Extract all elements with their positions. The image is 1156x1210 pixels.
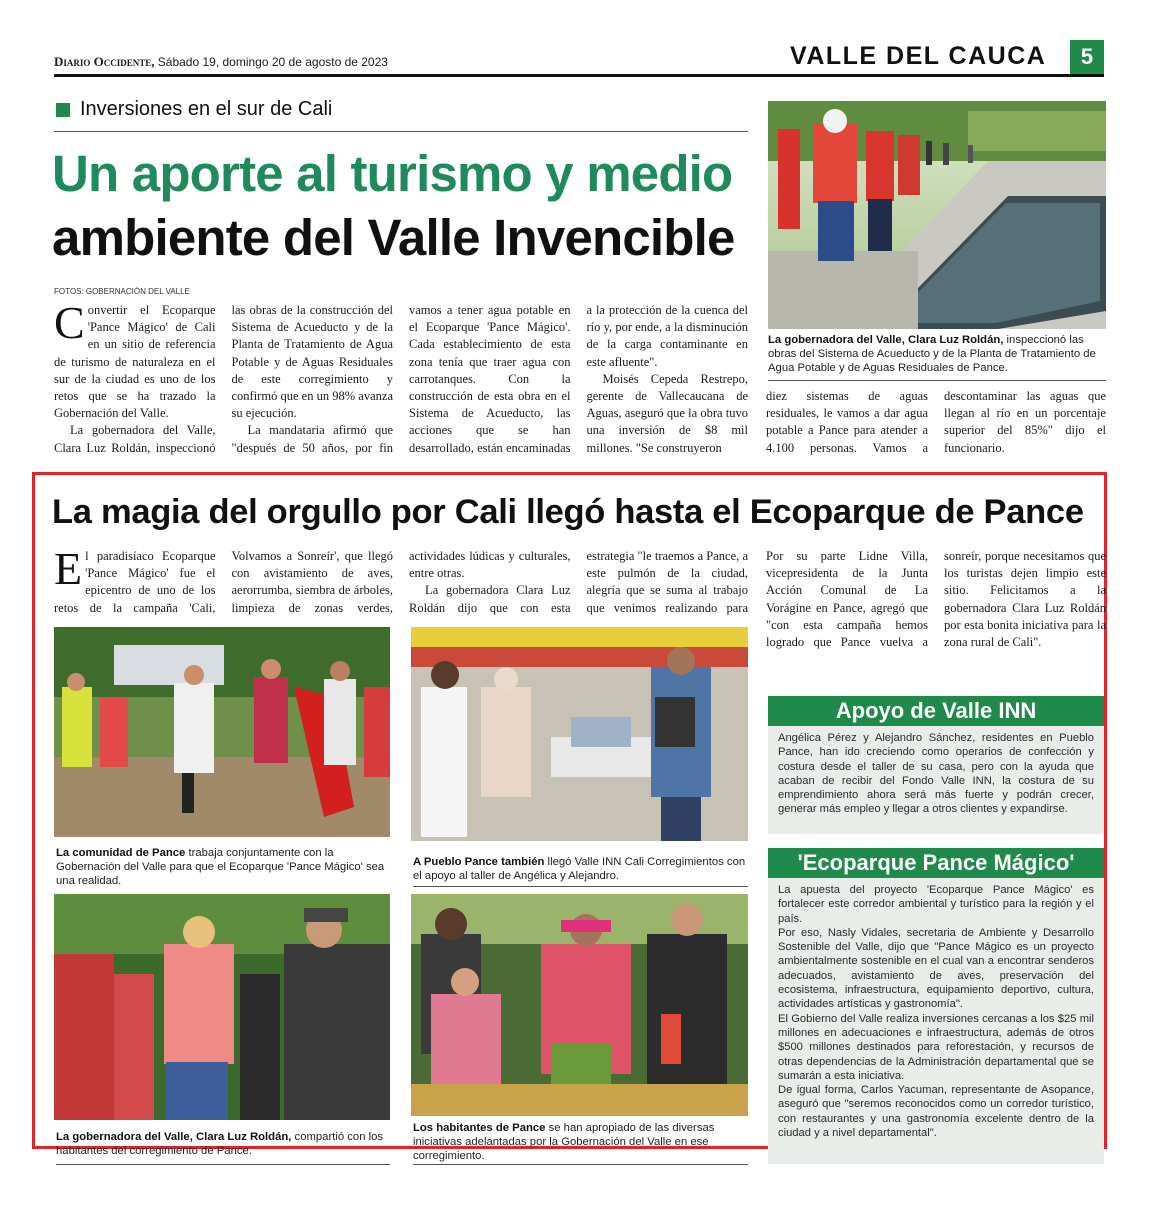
caption-text: trabaja conjuntamente con la Gobernación del Valle para que el Ecoparque 'Pance Mágico' sea una realidad.	[56, 847, 385, 887]
kicker	[54, 98, 748, 132]
photo-residents-plants	[411, 894, 748, 1116]
paragraph-text: onvertir el Ecoparque 'Pance Mágico' de Cali en un sitio de referencia de turismo de naturaleza en el sur de la ciudad es uno de los retos que se ha trazado la Gobernación del Valle.	[54, 303, 216, 421]
caption-bold: La gobernadora del Valle, Clara Luz Roldán,	[56, 1131, 292, 1143]
story1-paragraph	[54, 302, 216, 422]
caption-text: inspeccionó las obras del Sistema de Acueducto y de la Planta de Tratamiento de Agua Potable y de Aguas Residuales de Pance.	[768, 334, 1096, 374]
story1-paragraph: La gobernadora del Valle, Clara Luz Roldán, inspeccionó las obras de la construcción del Sistema de Acueducto y de la Planta de Tratamiento de Agua Potable y de Aguas Residuales de este corregimiento y confirmó que en un 98% avanza su ejecución.	[54, 303, 393, 455]
story1-paragraph: Moisés Cepeda Restrepo, gerente de Vallecaucana de Aguas, aseguró que la obra tuvo una inversión de $8 mil millones. "Se construyeron	[586, 371, 748, 455]
sidebar-ecoparque-body	[768, 878, 1104, 1164]
sidebar-ecoparque-title: 'Ecoparque Pance Mágico'	[768, 848, 1104, 878]
headline-line-2: ambiente del Valle Invencible	[52, 209, 735, 266]
caption-text: se han apropiado de las diversas iniciativas adelantadas por la Gobernación del Valle en ese corregimiento.	[413, 1122, 715, 1162]
caption-bold: Los habitantes de Pance	[413, 1122, 546, 1134]
photo-community-dancing	[54, 627, 390, 837]
story2-body-continued	[766, 548, 1106, 690]
sidebar-valle-inn-title: Apoyo de Valle INN	[768, 696, 1104, 726]
main-headline	[52, 142, 752, 270]
dropcap: C	[54, 302, 85, 348]
dropcap: E	[54, 548, 83, 594]
kicker-text: Inversiones en el sur de Cali	[80, 98, 333, 120]
sidebar-text: Angélica Pérez y Alejandro Sánchez, residentes en Pueblo Pance, han ido creciendo como operarios de confección y costura desde el taller de su casa, pero con la ayuda que acaban de recibir del Fondo Valle INN, la costura de su emprendimiento ahora será más fuerte y podrán crecer, generar más empleo y llegar a otros clientes y expandirse.	[778, 732, 1094, 816]
story2-headline: La magia del orgullo por Cali llegó hasta el Ecoparque de Pance	[52, 493, 1084, 531]
sidebar-text: Por eso, Nasly Vidales, secretaria de Ambiente y Desarrollo Sostenible del Valle, dijo que "Pance Mágico es un proyecto ambientalmente sostenible en el cual van a encontrar senderos adecuados, avistamiento de aves, preservación del ecosistema, infraestructura, equipamiento deportivo, cultura, actividades artísticas y gastronomía".	[778, 926, 1094, 1011]
sidebar-text: La apuesta del proyecto 'Ecoparque Pance Mágico' es fortalecer este corredor ambiental y turístico para la región y el país.	[778, 884, 1094, 925]
caption-bold: La gobernadora del Valle, Clara Luz Roldán,	[768, 334, 1004, 346]
photo-water-plant	[768, 101, 1106, 329]
caption-rule	[413, 1164, 748, 1165]
caption-rule	[56, 1164, 390, 1165]
photo-caption-governor	[56, 1130, 390, 1158]
caption-text: llegó Valle INN Cali Corregimientos con el apoyo al taller de Angélica y Alejandro.	[413, 856, 746, 882]
issue-date: Sábado 19, domingo 20 de agosto de 2023	[157, 55, 388, 69]
story1-body	[54, 302, 748, 460]
story2-body	[54, 548, 748, 620]
photo-credit: FOTOS: GOBERNACIÓN DEL VALLE	[54, 287, 190, 296]
caption-bold: La comunidad de Pance	[56, 847, 186, 859]
photo-caption-workshop	[413, 855, 748, 883]
sidebar-text: El Gobierno del Valle realiza inversiones cercanas a los $25 mil millones en adecuaciones e infraestructura, además de otros $500 millones destinados para reforestación, y recursos de otras dependencias de la Administración departamental que se sumarán a esta iniciativa.	[778, 1012, 1094, 1082]
masthead-rule	[54, 74, 1104, 77]
caption-bold: A Pueblo Pance también	[413, 856, 545, 868]
photo-caption-water-plant	[768, 333, 1106, 375]
section-title: VALLE DEL CAUCA	[790, 42, 1047, 70]
photo-valle-inn-workshop	[411, 627, 748, 841]
photo-governor-greeting	[54, 894, 390, 1120]
story2-paragraph: La gobernadora Clara Luz Roldán dijo que con esta estrategia "le traemos a Pance, a este pulmón de la ciudad, alegría que se suma al trabajo que venimos realizando para	[409, 549, 748, 615]
headline-line-1: Un aporte al turismo y medio	[52, 145, 733, 202]
publication-line	[54, 54, 388, 70]
photo-caption-residents	[413, 1121, 748, 1163]
story1-paragraph: La mandataria afirmó que "después de 50 años, por fin vamos a tener agua potable en el Ecoparque 'Pance Mágico'. Cada establecimiento de esta zona tenía que traer agua con carrotanques. Con la construcción de esta obra en el Sistema de Acueducto, las acciones que se han desarrollado, están encaminadas a la protección de la cuenca del río y, por ende, a la disminución de la carga contaminante en este afluente".	[231, 303, 748, 455]
page-number: 5	[1070, 40, 1104, 74]
masthead	[54, 40, 1104, 78]
photo-caption-community	[56, 846, 390, 888]
story1-paragraph: diez sistemas de aguas residuales, le vamos a dar agua potable a Pance para atender a 4.100 personas. Vamos a descontaminar las aguas que llegan al río en un porcentaje superior del 85%" dijo el funcionario.	[766, 389, 1106, 455]
story2-paragraph: Por su parte Lidne Villa, vicepresidenta de la Junta Acción Comunal de La Vorágine en Pance, agregó que "con esta campaña hemos logrado que Pance vuelva a sonreír, porque necesitamos que los turistas dejen limpio este sitio. Felicitamos a la gobernadora Clara Luz Roldán por esta bonita iniciativa para la zona rural de Cali".	[766, 549, 1106, 650]
caption-rule	[768, 380, 1106, 381]
sidebar-text: De igual forma, Carlos Yacuman, representante de Asopance, aseguró que "seremos reconocidos como un corredor turístico, con restaurantes y una gastronomía excelente dentro de la ciudad y a nivel departamental".	[778, 1084, 1094, 1140]
story1-body-continued	[766, 388, 1106, 460]
publication-name: Diario Occidente,	[54, 54, 155, 69]
paragraph-text: l paradisíaco Ecoparque 'Pance Mágico' fue el epicentro de uno de los retos de la campaña 'Cali, Volvamos a Sonreír', que llegó con avistamiento de aves, aerorrumba, siembra de árboles, limpieza de zonas verdes, actividades lúdicas y culturales, entre otras.	[54, 549, 571, 615]
kicker-square-icon	[56, 103, 70, 117]
sidebar-valle-inn-body	[768, 726, 1104, 834]
caption-text: compartió con los habitantes del corregimiento de Pance.	[56, 1131, 384, 1157]
caption-rule	[413, 886, 748, 887]
